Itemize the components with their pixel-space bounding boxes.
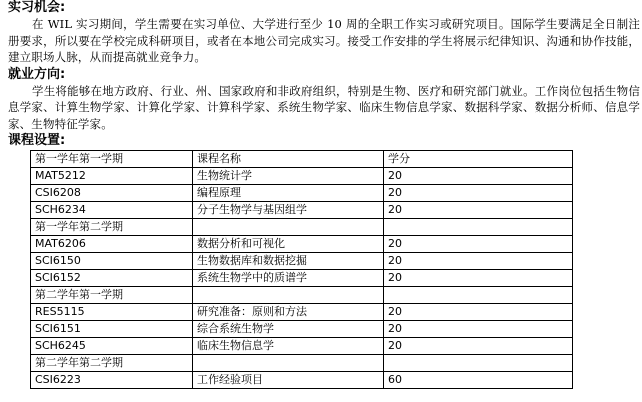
course-name-cell: 编程原理 (193, 185, 384, 202)
course-name-cell: 分子生物学与基因组学 (193, 202, 384, 219)
internship-paragraph: 在 WIL 实习期间，学生需要在实习单位、大学进行至少 10 周的全职工作实习或研究项目。国际学生要满足全日制注册要求，所以要在学校完成科研项目，或者在本地公司完成实习。接受工作安排的学生将展示纪律知识、沟通和协作技能，建立职场人脉，从而提高就业竞争力。 (8, 17, 640, 64)
table-header-row (31, 151, 573, 168)
career-paragraph: 学生将能够在地方政府、行业、州、国家政府和非政府组织，特别是生物、医疗和研究部门就业。工作岗位包括生物信息学家、计算生物学家、计算化学家、计算科学家、系统生物学家、临床生物信息学家、数据科学家、数据分析师、信息学家、生物特征学家。 (8, 83, 640, 131)
course-code-cell: SCH6245 (31, 338, 193, 355)
course-code-cell: CSI6208 (31, 185, 193, 202)
table-header-cell: 课程名称 (193, 151, 384, 168)
course-code-cell: SCI6150 (31, 253, 193, 270)
semester-row (31, 287, 573, 304)
course-name-cell: 生物数据库和数据挖掘 (193, 253, 384, 270)
table-row (31, 168, 573, 185)
course-code-cell: MAT5212 (31, 168, 193, 185)
table-row (31, 338, 573, 355)
course-table (30, 150, 573, 389)
course-credit-cell: 20 (384, 304, 573, 321)
course-code-cell: CSI6223 (31, 372, 193, 389)
semester-label-cell: 第一学年第二学期 (31, 219, 193, 236)
empty-cell (193, 287, 384, 304)
course-code-cell: SCH6234 (31, 202, 193, 219)
course-credit-cell: 20 (384, 236, 573, 253)
empty-cell (384, 287, 573, 304)
course-name-cell: 综合系统生物学 (193, 321, 384, 338)
course-code-cell: SCI6151 (31, 321, 193, 338)
course-name-cell: 生物统计学 (193, 168, 384, 185)
table-row (31, 236, 573, 253)
table-row (31, 202, 573, 219)
course-credit-cell: 20 (384, 338, 573, 355)
table-row (31, 185, 573, 202)
empty-cell (193, 355, 384, 372)
internship-heading: 实习机会: (8, 0, 66, 15)
course-name-cell: 工作经验项目 (193, 372, 384, 389)
semester-row (31, 219, 573, 236)
course-code-cell: SCI6152 (31, 270, 193, 287)
table-row (31, 270, 573, 287)
course-code-cell: RES5115 (31, 304, 193, 321)
course-credit-cell: 20 (384, 270, 573, 287)
course-credit-cell: 20 (384, 321, 573, 338)
empty-cell (193, 219, 384, 236)
course-name-cell: 临床生物信息学 (193, 338, 384, 355)
table-row (31, 304, 573, 321)
course-credit-cell: 20 (384, 253, 573, 270)
table-row (31, 321, 573, 338)
table-row (31, 253, 573, 270)
semester-row (31, 355, 573, 372)
course-name-cell: 数据分析和可视化 (193, 236, 384, 253)
course-credit-cell: 20 (384, 168, 573, 185)
course-name-cell: 系统生物学中的质谱学 (193, 270, 384, 287)
course-name-cell: 研究准备：原则和方法 (193, 304, 384, 321)
career-heading: 就业方向: (8, 66, 66, 82)
course-credit-cell: 60 (384, 372, 573, 389)
table-header-cell: 学分 (384, 151, 573, 168)
course-credit-cell: 20 (384, 202, 573, 219)
semester-label-cell: 第二学年第一学期 (31, 287, 193, 304)
courses-heading: 课程设置: (8, 133, 66, 148)
empty-cell (384, 219, 573, 236)
table-header-cell: 第一学年第一学期 (31, 151, 193, 168)
course-credit-cell: 20 (384, 185, 573, 202)
course-code-cell: MAT6206 (31, 236, 193, 253)
empty-cell (384, 355, 573, 372)
table-row (31, 372, 573, 389)
semester-label-cell: 第二学年第二学期 (31, 355, 193, 372)
